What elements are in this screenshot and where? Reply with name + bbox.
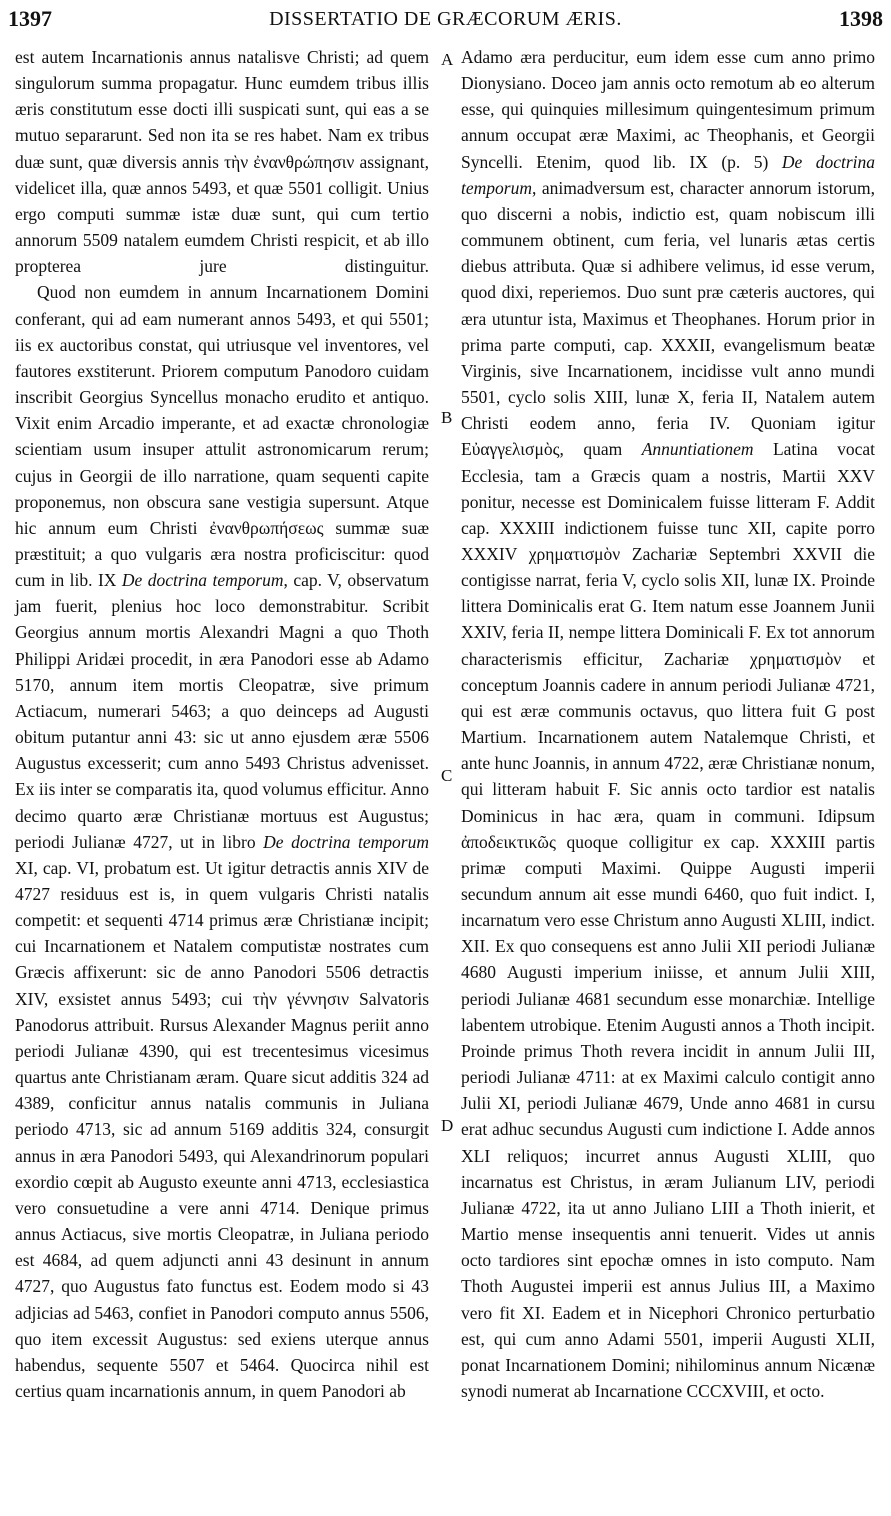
left-p2-text-b: , cap. V, observatum jam fuerit, plenius hoc loco demonstrabitur. Scribit Georgius annum mortis Alexandri Magni a quo Thoth Philippi Aridæi procedit, in æra Panodori esse ab Adamo 5170, annum item mortis Cleopatræ, sive primum Actiacum, numerari 5463; a quo deinceps ad Augusti obitum putantur anni 43: sic ut anno ejusdem æræ 5506 Augustus excesserit; cum anno 5493 Christus advenisset. Ex iis inter se comparatis ita, quod volumus efficitur. Anno decimo quarto æræ Christianæ mortuus est Augustus; periodi Julianæ 4727, ut in libro [15,570,434,852]
right-paragraph-1 [461,44,880,1404]
page-number-left: 1397 [8,6,52,31]
right-p1-text-b: , animadversum est, character annorum istorum, quo discerni a nobis, indictio est, quam nobiscum illi communem obtinent, cum feria, vel lunaris ætas certis diebus attributa. Quæ si adhibere velimus, id esse verum, quod dixi, reperiemos. Duo sunt præ cæteris auctores, qui æra utuntur ista, Maximus et Theophanes. Horum prior in prima parte computi, cap. XXXII, evangelismum beatæ Virginis, sive Incarnationem, incidisse vult anno mundi 5501, cyclo solis XIII, lunæ X, feria II, Natalem autem Christi eodem anno, feria IV. Quoniam igitur Εὐαγγελισμὸς, quam [461,177,880,460]
section-marker-a: A [441,50,454,69]
right-p1-italic-term: Annuntiationem [641,439,754,460]
running-title: DISSERTATIO DE GRÆCORUM ÆRIS. [269,8,622,30]
left-p2-text-a: Quod non eumdem in annum Incarnationem Domini conferant, qui ad eam numerant annos 5493, et qui 5501; iis ex auctoribus constat, qui utriusque vel inventores, vel fautores exstiterunt. Priorem computum Panodoro cuidam inscribit Georgius Syncellus monacho erudito et antiquo. Vixit enim Arcadio imperante, et ad exactæ chronologiæ scientiam usum insuper attulit astronomicarum rerum; cujus in Georgii de illo narratione, quam sequenti capite proponemus, non obscura sane vestigia supersunt. Atque hic annum eum Christi ἐνανθρωπήσεως summæ suæ præstituit; a quo vulgaris æra nostra proficiscitur: quod cum in lib. IX [15,282,434,591]
right-p1-text-c: Latina vocat Ecclesia, tam a Græcis quam a nostris, Martii XXV ponitur, necesse est Dominicalem fuisse litteram F. Addit cap. XXXIII indictionem fuisse tunc XII, capite porro XXXIV χρηματισμὸν Zachariæ Septembri XXVII die contigisse narrat, feria V, cyclo solis XII, lunæ IX. Proinde littera Dominicalis erat G. Item natum esse Joannem Junii XXIV, feria II, nempe littera Dominicali F. Ex tot annorum characterismis efficitur, Zachariæ χρηματισμὸν et conceptum Joannis cadere in annum periodi Julianæ 4721, qui est æræ communis octavus, quo littera fuit G post Martium. Incarnationem autem Natalemque Christi, et ante hunc Joannis, in annum 4722, æræ Christianæ nonum, qui litteram habuit F. Sic annis octo tardior est natalis Dominicus in hac æra, quam in communi. Idipsum ἀποδεικτικῶς quoque colligitur ex cap. XXXIII partis primæ computi Maximi. Quippe Augusti imperii secundum annum ait esse mundi 6460, quo fuit indict. I, incarnatum vero esse Christum anno Augusti XLIII, indict. XII. Ex quo consequens est anno Julii XII periodi Julianæ 4680 Augusti imperium iniisse, et annum Julii XIII, periodi Julianæ 4681 secundum esse monarchiæ. Intellige labentem utrobique. Etenim Augusti annos a Thoth incipit. Proinde primus Thoth revera incidit in annum Julii III, periodi Julianæ 4711: at ex Maximi calculo contigit anno Julii XI, periodi Julianæ 4679, Unde anno 4681 in cursu erat adhuc secundus Augusti cum indictione I. Adde annos XLI reliquos; incurret annus Augusti XLIII, quo incarnatus est Christus, in æram Julianum LIV, periodi Julianæ 4722, ita ut anno Juliano LIII a Thoth inierit, et Martio mense insequentis anni tenuerit. Vides ut annis octo tardiores sint epochæ omnes in isto computo. Nam Thoth Augustei imperii est annus Julius III, a Maximo vero fit XI. Eadem et in Nicephori Chronico perturbatio est, qui cum anno Adami 5501, imperii Augusti XLII, ponat Incarnationem Domini; nihilominus annum Nicænæ synodi numerat ab Incarnatione CCCXVIII, et octo. [461,439,880,1401]
page-number-right: 1398 [839,6,883,31]
left-p2-text-c: XI, cap. VI, probatum est. Ut igitur detractis annis XIV de 4727 residuus est is, in quem vulgaris Christi natalis competit: et sequenti 4714 primus æræ Christianæ incipit; cui Incarnationem et Natalem computistæ nostrates cum Græcis affixerunt: sic de anno Panodori 5506 detractis XIV, exsistet annus 5493; cui τὴν γέννησιν Salvatoris Panodorus attribuit. Rursus Alexander Magnus periit anno periodi Julianæ 4390, qui est trecentesimus vicesimus quartus ante Christianam æram. Quare sicut additis 324 ad 4389, conficitur annus natalis communis in Juliana periodo 4713, sic ad annum 5169 additis 324, consurgit annus in æra Panodori 5493, qui Alexandrinorum populari exordio cœpit ab Augusto exeunte anni 4713, ecclesiastica vero consuetudine a vere anni 4714. Denique primus annus Actiacus, sive mortis Cleopatræ, in Juliana periodo est 4684, ad quem adjuncti anni 43 desinunt in annum 4727, quo Augustus fato functus est. Eodem modo si 43 adjicias ad 5463, confiet in Panodori computo annus 5506, quo item excessit Augustus: sed exiens uterque annus habendus, sequente 5507 et 5464. Quocirca nihil est certius quam incarnationis annum, in quem Panodori ab [15,831,434,1401]
left-paragraph-1: est autem Incarnationis annus natalisve Christi; ad quem singulorum summa propagatur. Hunc eumdem tribus illis æris constitutum esse docti illi suspicati sunt, qui eas a se mutuo separarunt. Sed non ita se res habet. Nam ex tribus duæ sunt, quæ diversis annis τὴν ἐνανθρώπησιν assignant, videlicet illa, quæ annos 5493, et quæ 5501 colligit. Unius ergo computi summæ istæ duæ sunt, qui cum tertio annorum 5509 natalem eumdem Christi respicit, et ab illo propterea jure distinguitur. [15,47,434,277]
right-p1-italic-title: De doctrina temporum [461,151,880,198]
left-p2-italic-title-1: De doctrina temporum [121,570,284,591]
running-header [8,6,883,34]
section-marker-b: B [441,408,453,427]
left-p2-italic-title-2: De doctrina temporum [263,831,429,852]
right-column [461,44,880,1404]
left-paragraph-2 [15,279,434,1404]
right-p1-text-a: Adamo æra perducitur, eum idem esse cum anno primo Dionysiano. Doceo jam annis octo remotum ab eo alterum esse, qui quinquies millesimum quingentesimum primum annum occupat æræ Maximi, ac Theophanis, et Georgii Syncelli. Etenim, quod lib. IX (p. 5) [461,47,880,172]
section-marker-c: C [441,766,453,785]
left-column [15,44,434,1404]
section-marker-d: D [441,1116,454,1135]
